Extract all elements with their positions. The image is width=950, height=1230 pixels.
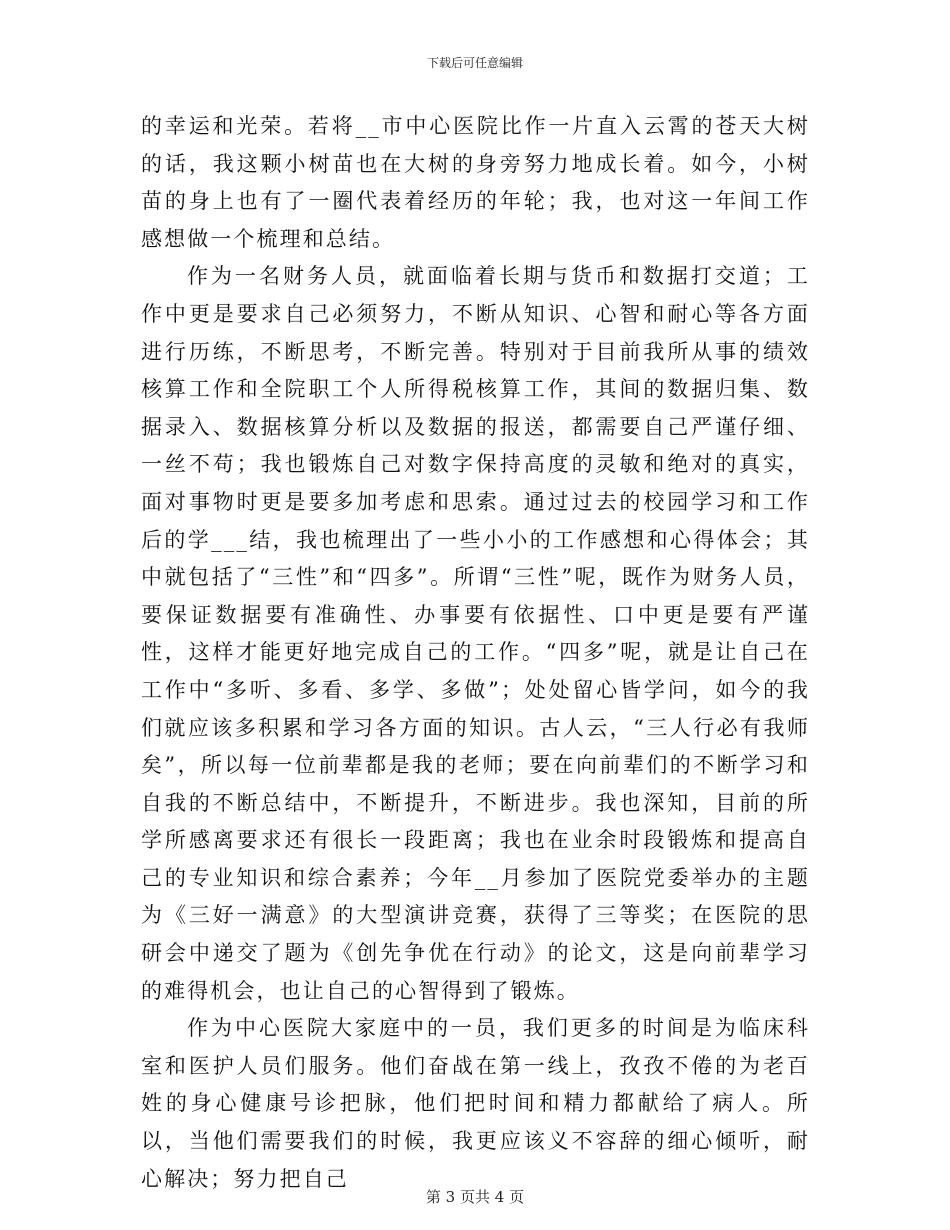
paragraph-3: 作为中心医院大家庭中的一员，我们更多的时间是为临床科室和医护人员们服务。他们奋战在第一线上，孜孜不倦的为老百姓的身心健康号诊把脉，他们把时间和精力都献给了病人。所以，当他们需要我们的时候，我更应该义不容辞的细心倾听，耐心解决；努力把自己 — [141, 1016, 810, 1191]
page-footer: 第 3 页共 4 页 — [425, 1188, 525, 1206]
paragraph-1: 的幸运和光荣。若将__市中心医院比作一片直入云霄的苍天大树的话，我这颗小树苗也在大树的身旁努力地成长着。如今，小树苗的身上也有了一圈代表着经历的年轮；我，也对这一年间工作感想做一个梳理和总结。 — [141, 114, 810, 251]
page-header: 下载后可任意编辑 — [426, 56, 523, 70]
paragraph-2: 作为一名财务人员，就面临着长期与货币和数据打交道；工作中更是要求自己必须努力，不断从知识、心智和耐心等各方面进行历练，不断思考，不断完善。特别对于目前我所从事的绩效核算工作和全院职工个人所得税核算工作，其间的数据归集、数据录入、数据核算分析以及数据的报送，都需要自己严谨仔细、一丝不苟；我也锻炼自己对数字保持高度的灵敏和绝对的真实，面对事物时更是要多加考虑和思索。通过过去的校园学习和工作后的学___结，我也梳理出了一些小小的工作感想和心得体会；其中就包括了“三性”和“四多”。所谓“三性”呢，既作为财务人员，要保证数据要有准确性、办事要有依据性、口中更是要有严谨性，这样才能更好地完成自己的工作。“四多”呢，就是让自己在工作中“多听、多看、多学、多做”；处处留心皆学问，如今的我们就应该多积累和学习各方面的知识。古人云，“三人行必有我师矣”，所以每一位前辈都是我的老师；要在向前辈们的不断学习和自我的不断总结中，不断提升，不断进步。我也深知，目前的所学所感离要求还有很长一段距离；我也在业余时段锻炼和提高自己的专业知识和综合素养；今年__月参加了医院党委举办的主题为《三好一满意》的大型演讲竞赛，获得了三等奖；在医院的思研会中递交了题为《创先争优在行动》的论文，这是向前辈学习的难得机会，也让自己的心智得到了锻炼。 — [141, 264, 810, 1003]
document-body — [141, 108, 810, 1198]
